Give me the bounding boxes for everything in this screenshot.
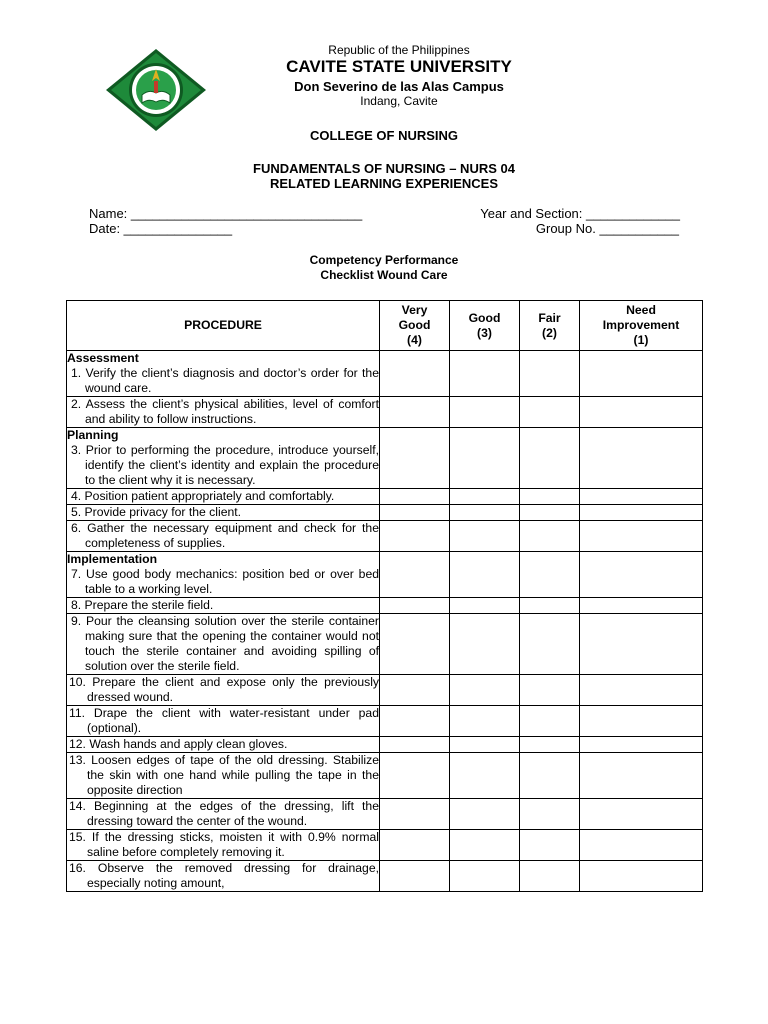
table-row bbox=[67, 737, 703, 753]
very-good-header: Very Good (4) bbox=[380, 301, 450, 351]
rating-cell[interactable] bbox=[520, 737, 580, 753]
date-field: Date: _______________ bbox=[89, 221, 233, 236]
rating-cell[interactable] bbox=[380, 397, 450, 428]
procedure-item: 14. Beginning at the edges of the dressing, lift the dressing toward the center of the wound. bbox=[69, 799, 379, 828]
procedure-item: 12. Wash hands and apply clean gloves. bbox=[69, 737, 288, 751]
rating-cell[interactable] bbox=[520, 614, 580, 675]
rating-cell[interactable] bbox=[380, 706, 450, 737]
table-row bbox=[67, 428, 703, 489]
procedure-item: 9. Pour the cleansing solution over the sterile container making sure that the opening the container would not touch the sterile container and avoiding spilling of solution over the sterile field. bbox=[71, 614, 379, 673]
rating-cell[interactable] bbox=[380, 799, 450, 830]
rating-cell[interactable] bbox=[450, 552, 520, 598]
rating-cell[interactable] bbox=[450, 428, 520, 489]
rating-cell[interactable] bbox=[520, 351, 580, 397]
table-row bbox=[67, 706, 703, 737]
rle-title: RELATED LEARNING EXPERIENCES bbox=[269, 176, 498, 191]
table-row bbox=[67, 552, 703, 598]
rating-cell[interactable] bbox=[450, 799, 520, 830]
need-improvement-header: Need Improvement (1) bbox=[580, 301, 703, 351]
rating-cell[interactable] bbox=[380, 598, 450, 614]
rating-cell[interactable] bbox=[380, 552, 450, 598]
college-name: COLLEGE OF NURSING bbox=[309, 128, 459, 143]
procedure-item: 3. Prior to performing the procedure, introduce yourself, identify the client’s identity and explain the procedure to the client why it is necessary. bbox=[71, 443, 379, 487]
rating-cell[interactable] bbox=[580, 753, 703, 799]
rating-cell[interactable] bbox=[450, 706, 520, 737]
rating-cell[interactable] bbox=[380, 351, 450, 397]
rating-cell[interactable] bbox=[450, 614, 520, 675]
campus-name: Don Severino de las Alas Campus bbox=[294, 79, 504, 94]
rating-cell[interactable] bbox=[520, 830, 580, 861]
rating-cell[interactable] bbox=[580, 737, 703, 753]
rating-cell[interactable] bbox=[580, 861, 703, 892]
rating-cell[interactable] bbox=[520, 799, 580, 830]
rating-cell[interactable] bbox=[580, 397, 703, 428]
section-assessment: Assessment bbox=[67, 351, 139, 365]
year-section-field: Year and Section: _____________ bbox=[480, 206, 680, 221]
rating-cell[interactable] bbox=[580, 428, 703, 489]
rating-cell[interactable] bbox=[450, 351, 520, 397]
checklist-title-line1: Competency Performance bbox=[309, 253, 459, 267]
section-implementation: Implementation bbox=[67, 552, 158, 566]
group-no-field: Group No. ___________ bbox=[535, 221, 679, 236]
procedure-item: 13. Loosen edges of tape of the old dressing. Stabilize the skin with one hand while pulling the tape in the opposite direction bbox=[69, 753, 379, 797]
table-row bbox=[67, 397, 703, 428]
table-row bbox=[67, 830, 703, 861]
table-row bbox=[67, 351, 703, 397]
rating-cell[interactable] bbox=[520, 706, 580, 737]
procedure-item: 16. Observe the removed dressing for drainage, especially noting amount, bbox=[69, 861, 379, 890]
rating-cell[interactable] bbox=[450, 675, 520, 706]
table-header-row bbox=[67, 301, 703, 351]
rating-cell[interactable] bbox=[520, 505, 580, 521]
wound-care-checklist-table bbox=[66, 300, 703, 892]
rating-cell[interactable] bbox=[520, 675, 580, 706]
rating-cell[interactable] bbox=[520, 521, 580, 552]
table-row bbox=[67, 614, 703, 675]
rating-cell[interactable] bbox=[450, 521, 520, 552]
rating-cell[interactable] bbox=[520, 753, 580, 799]
procedure-header: PROCEDURE bbox=[67, 301, 380, 351]
rating-cell[interactable] bbox=[450, 505, 520, 521]
fair-header: Fair (2) bbox=[520, 301, 580, 351]
table-row bbox=[67, 598, 703, 614]
checklist-title-line2: Checklist Wound Care bbox=[320, 268, 448, 282]
rating-cell[interactable] bbox=[580, 351, 703, 397]
rating-cell[interactable] bbox=[450, 598, 520, 614]
rating-cell[interactable] bbox=[580, 614, 703, 675]
table-row bbox=[67, 861, 703, 892]
procedure-item: 6. Gather the necessary equipment and check for the completeness of supplies. bbox=[71, 521, 379, 550]
rating-cell[interactable] bbox=[380, 675, 450, 706]
procedure-item: 8. Prepare the sterile field. bbox=[71, 598, 214, 612]
rating-cell[interactable] bbox=[520, 397, 580, 428]
rating-cell[interactable] bbox=[380, 753, 450, 799]
republic-label: Republic of the Philippines bbox=[328, 43, 470, 57]
table-row bbox=[67, 799, 703, 830]
rating-cell[interactable] bbox=[380, 428, 450, 489]
table-row bbox=[67, 675, 703, 706]
rating-cell[interactable] bbox=[580, 675, 703, 706]
rating-cell[interactable] bbox=[520, 428, 580, 489]
rating-cell[interactable] bbox=[450, 753, 520, 799]
rating-cell[interactable] bbox=[380, 737, 450, 753]
course-title: FUNDAMENTALS OF NURSING – NURS 04 bbox=[253, 161, 515, 176]
procedure-item: 11. Drape the client with water-resistant under pad (optional). bbox=[69, 706, 379, 735]
rating-cell[interactable] bbox=[580, 706, 703, 737]
table-row bbox=[67, 521, 703, 552]
rating-cell[interactable] bbox=[580, 598, 703, 614]
rating-cell[interactable] bbox=[450, 737, 520, 753]
procedure-item: 10. Prepare the client and expose only the previously dressed wound. bbox=[69, 675, 379, 704]
rating-cell[interactable] bbox=[380, 614, 450, 675]
procedure-item: 2. Assess the client’s physical abilities, level of comfort and ability to follow instructions. bbox=[71, 397, 379, 426]
procedure-item: 4. Position patient appropriately and comfortably. bbox=[71, 489, 335, 503]
rating-cell[interactable] bbox=[520, 552, 580, 598]
good-header: Good (3) bbox=[450, 301, 520, 351]
procedure-item: 7. Use good body mechanics: position bed or over bed table to a working level. bbox=[71, 567, 379, 596]
table-row bbox=[67, 489, 703, 505]
rating-cell[interactable] bbox=[580, 505, 703, 521]
rating-cell[interactable] bbox=[580, 552, 703, 598]
procedure-item: 5. Provide privacy for the client. bbox=[71, 505, 242, 519]
section-planning: Planning bbox=[67, 428, 119, 442]
rating-cell[interactable] bbox=[450, 489, 520, 505]
rating-cell[interactable] bbox=[380, 861, 450, 892]
rating-cell[interactable] bbox=[380, 489, 450, 505]
rating-cell[interactable] bbox=[520, 861, 580, 892]
rating-cell[interactable] bbox=[380, 521, 450, 552]
rating-cell[interactable] bbox=[450, 830, 520, 861]
rating-cell[interactable] bbox=[580, 489, 703, 505]
rating-cell[interactable] bbox=[450, 397, 520, 428]
rating-cell[interactable] bbox=[580, 521, 703, 552]
rating-cell[interactable] bbox=[380, 505, 450, 521]
table-row bbox=[67, 505, 703, 521]
table-row bbox=[67, 753, 703, 799]
rating-cell[interactable] bbox=[580, 799, 703, 830]
rating-cell[interactable] bbox=[520, 489, 580, 505]
rating-cell[interactable] bbox=[580, 830, 703, 861]
rating-cell[interactable] bbox=[380, 830, 450, 861]
procedure-item: 15. If the dressing sticks, moisten it with 0.9% normal saline before completely removing it. bbox=[69, 830, 379, 859]
rating-cell[interactable] bbox=[450, 861, 520, 892]
name-field: Name: ________________________________ bbox=[89, 206, 363, 221]
procedure-item: 1. Verify the client’s diagnosis and doctor’s order for the wound care. bbox=[71, 366, 379, 395]
town-name: Indang, Cavite bbox=[360, 94, 438, 108]
rating-cell[interactable] bbox=[520, 598, 580, 614]
university-name: CAVITE STATE UNIVERSITY bbox=[286, 57, 512, 76]
